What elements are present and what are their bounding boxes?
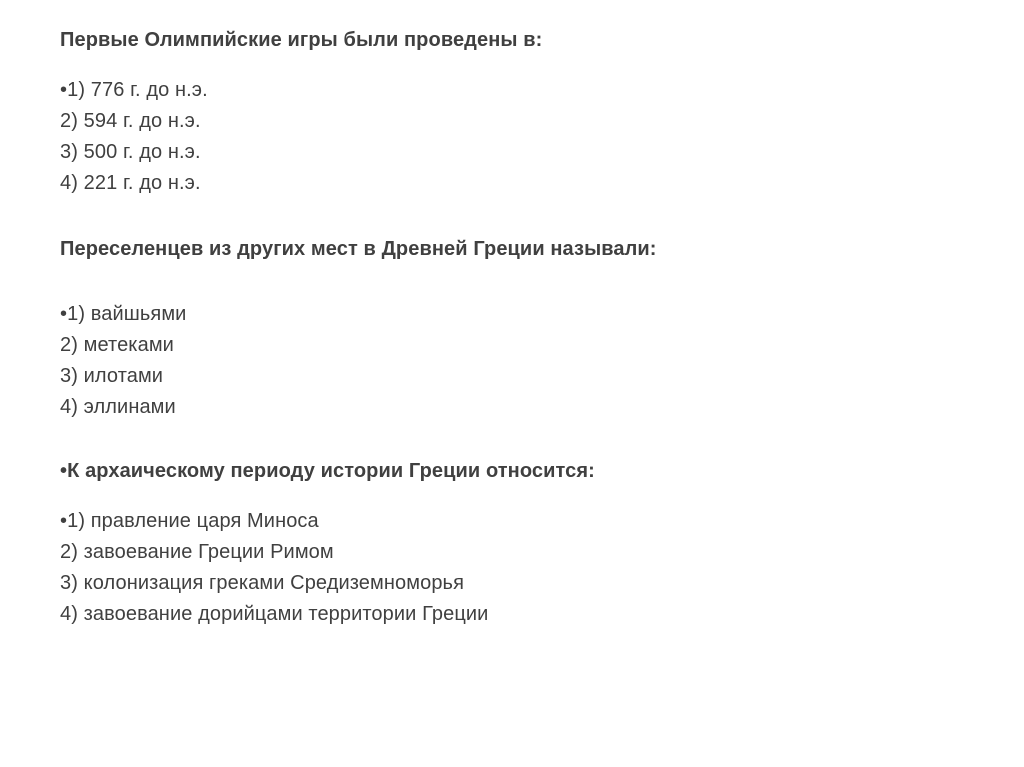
- question-2-option-1: •1) вайшьями: [60, 303, 187, 325]
- question-3-option-1: •1) правление царя Миноса: [60, 510, 319, 532]
- question-3-title: •К архаическому периоду истории Греции относится:: [60, 460, 595, 482]
- question-1-option-3: 3) 500 г. до н.э.: [60, 141, 201, 163]
- question-1-option-2: 2) 594 г. до н.э.: [60, 110, 201, 132]
- question-2-option-3: 3) илотами: [60, 365, 164, 387]
- question-1-option-4: 4) 221 г. до н.э.: [60, 172, 201, 194]
- question-3-option-2: 2) завоевание Греции Римом: [60, 541, 334, 563]
- question-2-option-4: 4) эллинами: [60, 396, 176, 418]
- question-1-option-1: •1) 776 г. до н.э.: [60, 79, 208, 101]
- question-1-title: Первые Олимпийские игры были проведены в:: [60, 29, 543, 51]
- question-3-option-4: 4) завоевание дорийцами территории Греции: [60, 603, 489, 625]
- question-2-title: Переселенцев из других мест в Древней Греции называли:: [60, 238, 657, 260]
- question-2-option-2: 2) метеками: [60, 334, 174, 356]
- question-3-option-3: 3) колонизация греками Средиземноморья: [60, 572, 464, 594]
